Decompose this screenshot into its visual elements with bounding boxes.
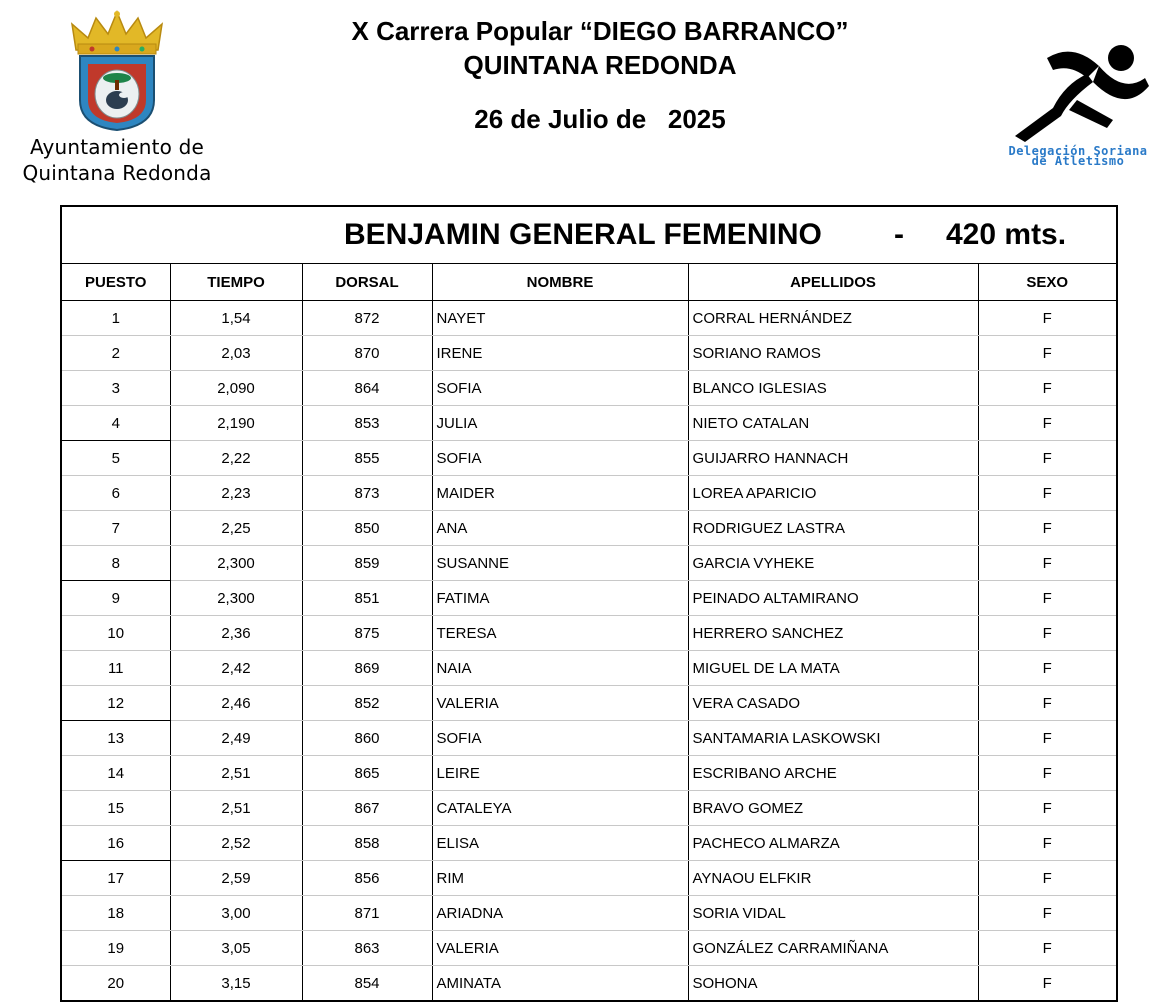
cell-apellidos: SANTAMARIA LASKOWSKI <box>688 721 978 756</box>
cell-puesto: 20 <box>62 966 170 1001</box>
table-row <box>62 441 1116 476</box>
cell-apellidos: PACHECO ALMARZA <box>688 826 978 861</box>
cell-tiempo: 2,03 <box>170 336 302 371</box>
table-row <box>62 686 1116 721</box>
federation-name-line1: Delegación Soriana <box>1008 144 1148 158</box>
cell-puesto: 2 <box>62 336 170 371</box>
cell-sexo: F <box>978 756 1116 791</box>
cell-dorsal: 873 <box>302 476 432 511</box>
cell-apellidos: PEINADO ALTAMIRANO <box>688 581 978 616</box>
cell-nombre: ANA <box>432 511 688 546</box>
cell-nombre: JULIA <box>432 406 688 441</box>
cell-sexo: F <box>1042 974 1052 992</box>
cell-tiempo: 2,49 <box>170 721 302 756</box>
table-row <box>62 896 1116 931</box>
table-row <box>62 966 1116 1001</box>
cell-apellidos: GONZÁLEZ CARRAMIÑANA <box>688 931 978 966</box>
cell-dorsal: 869 <box>302 651 432 686</box>
column-header-nombre: NOMBRE <box>432 264 688 301</box>
cell-apellidos: ESCRIBANO ARCHE <box>688 756 978 791</box>
cell-puesto: 11 <box>62 651 170 686</box>
cell-tiempo: 2,23 <box>170 476 302 511</box>
cell-nombre: VALERIA <box>432 686 688 721</box>
table-header-row <box>62 264 1116 301</box>
event-header <box>260 14 940 136</box>
category-separator: - <box>894 218 904 251</box>
cell-nombre: ELISA <box>432 826 688 861</box>
event-title: X Carrera Popular “DIEGO BARRANCO” <box>351 16 849 46</box>
cell-apellidos: GARCIA VYHEKE <box>688 546 978 581</box>
cell-tiempo: 2,51 <box>170 791 302 826</box>
table-row <box>62 476 1116 511</box>
table-row <box>62 826 1116 861</box>
cell-sexo: F <box>978 581 1116 616</box>
cell-puesto: 8 <box>62 546 170 581</box>
cell-apellidos: NIETO CATALAN <box>688 406 978 441</box>
cell-sexo: F <box>978 336 1116 371</box>
table-row <box>62 791 1116 826</box>
cell-puesto: 14 <box>62 756 170 791</box>
cell-tiempo: 2,25 <box>170 511 302 546</box>
results-table <box>62 264 1116 1000</box>
cell-sexo: F <box>978 651 1116 686</box>
cell-sexo: F <box>978 896 1116 931</box>
cell-apellidos: LOREA APARICIO <box>688 476 978 511</box>
cell-apellidos: SORIANO RAMOS <box>688 336 978 371</box>
cell-nombre: MAIDER <box>432 476 688 511</box>
table-row <box>62 301 1116 336</box>
cell-nombre: RIM <box>432 861 688 896</box>
cell-nombre: SOFIA <box>432 721 688 756</box>
cell-sexo: F <box>978 686 1116 721</box>
municipality-name-line2: Quintana Redonda <box>22 161 212 185</box>
cell-tiempo: 2,52 <box>170 826 302 861</box>
cell-nombre: NAYET <box>432 301 688 336</box>
cell-dorsal: 858 <box>302 826 432 861</box>
cell-sexo: F <box>978 476 1116 511</box>
cell-nombre: AMINATA <box>432 966 688 1001</box>
cell-sexo: F <box>978 441 1116 476</box>
cell-apellidos: SOHONA <box>688 966 978 1001</box>
cell-puesto: 4 <box>62 406 170 441</box>
table-row <box>62 861 1116 896</box>
results-table-frame <box>60 205 1118 1002</box>
cell-dorsal: 851 <box>302 581 432 616</box>
results-body <box>62 301 1116 1001</box>
cell-tiempo: 3,00 <box>170 896 302 931</box>
cell-sexo: F <box>978 721 1116 756</box>
cell-sexo: F <box>978 791 1116 826</box>
category-name: BENJAMIN GENERAL FEMENINO <box>344 218 822 251</box>
category-distance: 420 mts. <box>946 218 1067 251</box>
cell-apellidos: HERRERO SANCHEZ <box>688 616 978 651</box>
table-row <box>62 336 1116 371</box>
cell-nombre: LEIRE <box>432 756 688 791</box>
cell-sexo: F <box>978 826 1116 861</box>
cell-puesto: 15 <box>62 791 170 826</box>
column-header-puesto: PUESTO <box>62 264 170 301</box>
cell-puesto: 5 <box>62 441 170 476</box>
table-row <box>62 546 1116 581</box>
cell-puesto: 17 <box>62 861 170 896</box>
cell-tiempo: 3,15 <box>170 966 302 1001</box>
cell-nombre: TERESA <box>432 616 688 651</box>
table-row <box>62 581 1116 616</box>
cell-tiempo: 2,190 <box>170 406 302 441</box>
cell-apellidos: VERA CASADO <box>688 686 978 721</box>
cell-tiempo: 2,59 <box>170 861 302 896</box>
table-row <box>62 371 1116 406</box>
cell-dorsal: 856 <box>302 861 432 896</box>
cell-nombre: SOFIA <box>432 441 688 476</box>
federation-name-line2: de Atletismo <box>1031 154 1125 168</box>
cell-tiempo: 3,05 <box>170 931 302 966</box>
cell-apellidos: AYNAOU ELFKIR <box>688 861 978 896</box>
cell-puesto: 13 <box>62 721 170 756</box>
cell-tiempo: 2,51 <box>170 756 302 791</box>
cell-puesto: 9 <box>62 581 170 616</box>
column-header-tiempo: TIEMPO <box>170 264 302 301</box>
cell-dorsal: 859 <box>302 546 432 581</box>
cell-sexo: F <box>978 301 1116 336</box>
cell-puesto: 10 <box>62 616 170 651</box>
cell-apellidos: CORRAL HERNÁNDEZ <box>688 301 978 336</box>
coat-of-arms-icon <box>62 8 172 133</box>
cell-nombre: FATIMA <box>432 581 688 616</box>
table-row <box>62 931 1116 966</box>
cell-tiempo: 2,300 <box>170 581 302 616</box>
table-row <box>62 756 1116 791</box>
column-header-apellidos: APELLIDOS <box>688 264 978 301</box>
cell-dorsal: 865 <box>302 756 432 791</box>
cell-sexo: F <box>978 861 1116 896</box>
cell-dorsal: 854 <box>302 966 432 1001</box>
table-row <box>62 406 1116 441</box>
cell-tiempo: 2,46 <box>170 686 302 721</box>
column-header-dorsal: DORSAL <box>302 264 432 301</box>
cell-tiempo: 1,54 <box>170 301 302 336</box>
runner-icon <box>1003 38 1153 148</box>
cell-dorsal: 855 <box>302 441 432 476</box>
cell-puesto: 3 <box>62 371 170 406</box>
cell-dorsal: 863 <box>302 931 432 966</box>
federation-logo <box>992 38 1164 168</box>
cell-dorsal: 852 <box>302 686 432 721</box>
cell-nombre: NAIA <box>432 651 688 686</box>
cell-tiempo: 2,090 <box>170 371 302 406</box>
cell-dorsal: 870 <box>302 336 432 371</box>
cell-nombre: SOFIA <box>432 371 688 406</box>
cell-tiempo: 2,300 <box>170 546 302 581</box>
table-row <box>62 651 1116 686</box>
table-row <box>62 721 1116 756</box>
cell-sexo: F <box>978 406 1116 441</box>
cell-puesto: 6 <box>62 476 170 511</box>
cell-apellidos: MIGUEL DE LA MATA <box>688 651 978 686</box>
cell-dorsal: 872 <box>302 301 432 336</box>
event-location: QUINTANA REDONDA <box>463 50 737 80</box>
cell-dorsal: 850 <box>302 511 432 546</box>
cell-puesto: 1 <box>62 301 170 336</box>
cell-puesto: 7 <box>62 511 170 546</box>
cell-nombre: ARIADNA <box>432 896 688 931</box>
cell-nombre: IRENE <box>432 336 688 371</box>
cell-puesto: 12 <box>62 686 170 721</box>
category-bar <box>62 207 1116 264</box>
cell-sexo: F <box>978 511 1116 546</box>
cell-dorsal: 864 <box>302 371 432 406</box>
cell-apellidos: SORIA VIDAL <box>688 896 978 931</box>
cell-dorsal: 867 <box>302 791 432 826</box>
cell-dorsal: 853 <box>302 406 432 441</box>
cell-sexo: F <box>978 616 1116 651</box>
cell-tiempo: 2,42 <box>170 651 302 686</box>
cell-tiempo: 2,36 <box>170 616 302 651</box>
municipality-logo <box>14 8 220 185</box>
cell-nombre: VALERIA <box>432 931 688 966</box>
cell-dorsal: 860 <box>302 721 432 756</box>
event-date: 26 de Julio de 2025 <box>474 104 726 134</box>
cell-tiempo: 2,22 <box>170 441 302 476</box>
cell-apellidos: BRAVO GOMEZ <box>688 791 978 826</box>
cell-puesto: 19 <box>62 931 170 966</box>
column-header-sexo: SEXO <box>978 264 1116 301</box>
cell-dorsal: 875 <box>302 616 432 651</box>
cell-apellidos: RODRIGUEZ LASTRA <box>688 511 978 546</box>
cell-dorsal: 871 <box>302 896 432 931</box>
cell-puesto: 18 <box>62 896 170 931</box>
cell-sexo: F <box>978 546 1116 581</box>
cell-apellidos: BLANCO IGLESIAS <box>688 371 978 406</box>
cell-nombre: CATALEYA <box>432 791 688 826</box>
cell-puesto: 16 <box>62 826 170 861</box>
cell-sexo: F <box>978 931 1116 966</box>
table-row <box>62 616 1116 651</box>
cell-sexo: F <box>978 371 1116 406</box>
municipality-name-line1: Ayuntamiento de <box>29 135 205 159</box>
table-row <box>62 511 1116 546</box>
cell-nombre: SUSANNE <box>432 546 688 581</box>
cell-apellidos: GUIJARRO HANNACH <box>688 441 978 476</box>
